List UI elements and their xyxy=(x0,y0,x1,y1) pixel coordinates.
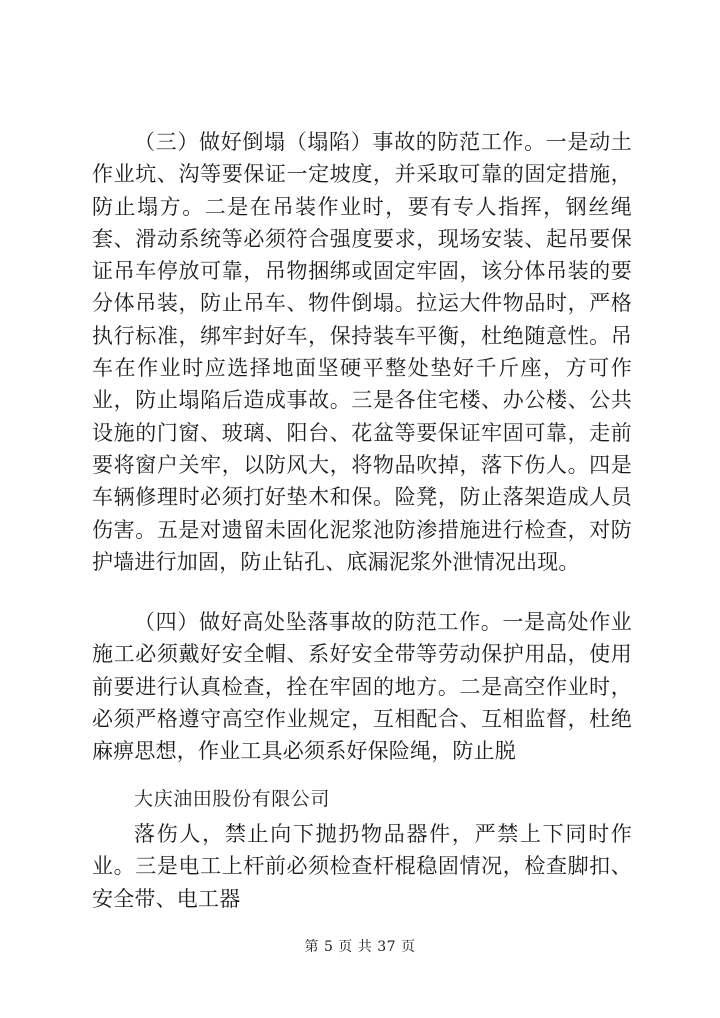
paragraph-continuation: 落伤人，禁止向下抛扔物品器件，严禁上下同时作业。三是电工上杆前必须检查杆棍稳固情况，检查脚扣、安全带、电工器 xyxy=(92,822,632,911)
paragraph-fall-prevention: （四）做好高处坠落事故的防范工作。一是高处作业施工必须戴好安全帽、系好安全带等劳动保护用品，使用前要进行认真检查，拴在牢固的地方。二是高空作业时，必须严格遵守高空作业规定，互相配合、互相监督，杜绝麻痹思想，作业工具必须系好保险绳，防止脱 xyxy=(92,610,632,764)
paragraph-collapse-prevention: （三）做好倒塌（塌陷）事故的防范工作。一是动土作业坑、沟等要保证一定坡度，并采取可靠的固定措施，防止塌方。二是在吊装作业时，要有专人指挥，钢丝绳套、滑动系统等必须符合强度要求，现场安装、起吊要保证吊车停放可靠，吊物捆绑或固定牢固，该分体吊装的要分体吊装，防止吊车、物件倒塌。拉运大件物品时，严格执行标准，绑牢封好车，保持装车平衡，杜绝随意性。吊车在作业时应选择地面坚硬平整处垫好千斤座，方可作业，防止塌陷后造成事故。三是各住宅楼、办公楼、公共设施的门窗、玻璃、阳台、花盆等要保证牢固可靠，走前要将窗户关牢，以防风大，将物品吹掉，落下伤人。四是车辆修理时必须打好垫木和保。险凳，防止落架造成人员伤害。五是对遗留未固化泥浆池防渗措施进行检查，对防护墙进行加固，防止钻孔、底漏泥浆外泄情况出现。 xyxy=(92,130,632,574)
page-number-footer: 第 5 页 共 37 页 xyxy=(304,939,416,955)
company-name: 大庆油田股份有限公司 xyxy=(134,788,331,810)
